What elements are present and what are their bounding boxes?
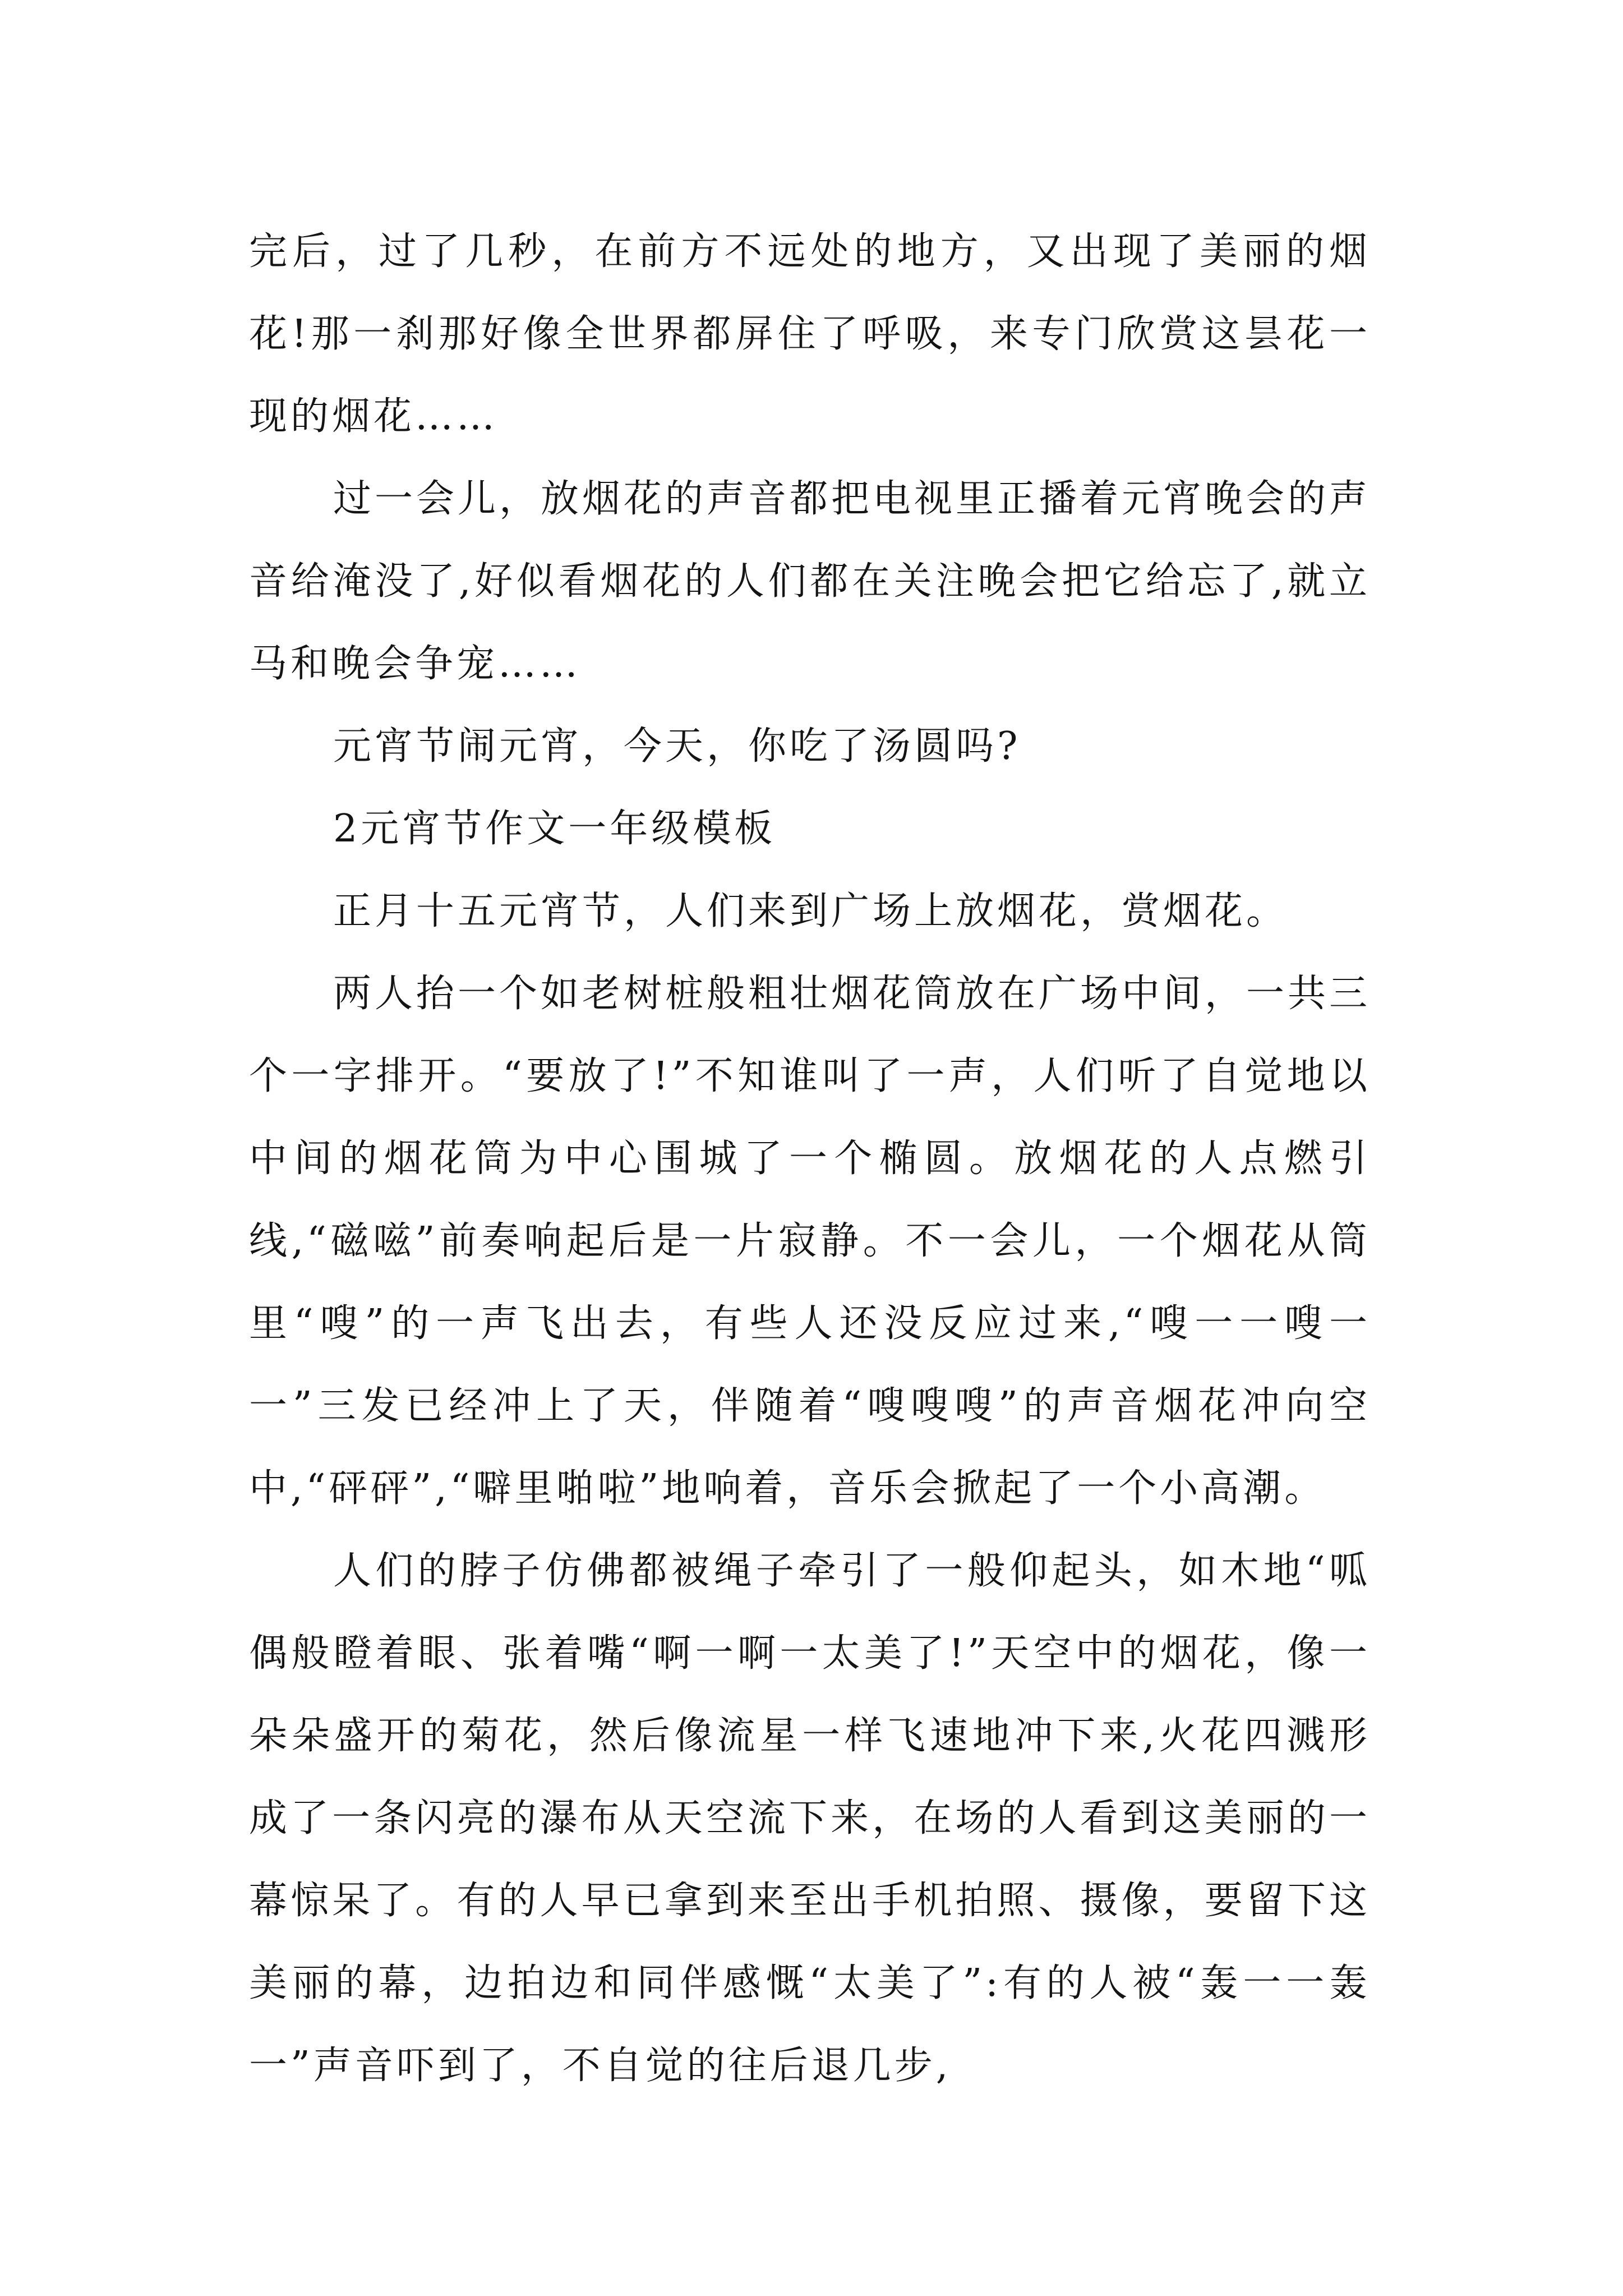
paragraph: 正月十五元宵节，人们来到广场上放烟花，赏烟花。 (333, 889, 1288, 933)
section-heading: 2元宵节作文一年级模板 (333, 807, 776, 851)
paragraph: 完后，过了几秒，在前方不远处的地方，又出现了美丽的烟花!那一刹那好像全世界都屏住了呼吸，来专门欣赏这昙花一现的烟花…… (249, 229, 1371, 439)
paragraph: 人们的脖子仿佛都被绳子牵引了一般仰起头，如木地“呱偶般瞪着眼、张着嘴“啊一啊一太美了!”天空中的烟花，像一朵朵盛开的菊花，然后像流星一样飞速地冲下来,火花四溅形成了一条闪亮的瀑布从天空流下来，在场的人看到这美丽的一幕惊呆了。有的人早已拿到来至出手机拍照、摄像，要留下这美丽的幕，边拍边和同伴感慨“太美了”:有的人被“轰一一轰一”声音吓到了，不自觉的往后退几步, (249, 1549, 1371, 2088)
paragraph: 元宵节闹元宵，今天，你吃了汤圆吗? (333, 724, 1021, 769)
document-body (249, 210, 1371, 2107)
paragraph: 两人抬一个如老树桩般粗壮烟花筒放在广场中间，一共三个一字排开。“要放了!”不知谁叫了一声，人们听了自觉地以中间的烟花筒为中心围城了一个椭圆。放烟花的人点燃引线,“磁嗞”前奏响起后是一片寂静。不一会儿，一个烟花从筒里“嗖”的一声飞出去，有些人还没反应过来,“嗖一一嗖一一”三发已经冲上了天，伴随着“嗖嗖嗖”的声音烟花冲向空中,“砰砰”,“噼里啪啦”地响着，音乐会掀起了一个小高潮。 (249, 972, 1371, 1511)
paragraph: 过一会儿，放烟花的声音都把电视里正播着元宵晚会的声音给淹没了,好似看烟花的人们都在关注晚会把它给忘了,就立马和晚会争宠…… (249, 477, 1371, 686)
